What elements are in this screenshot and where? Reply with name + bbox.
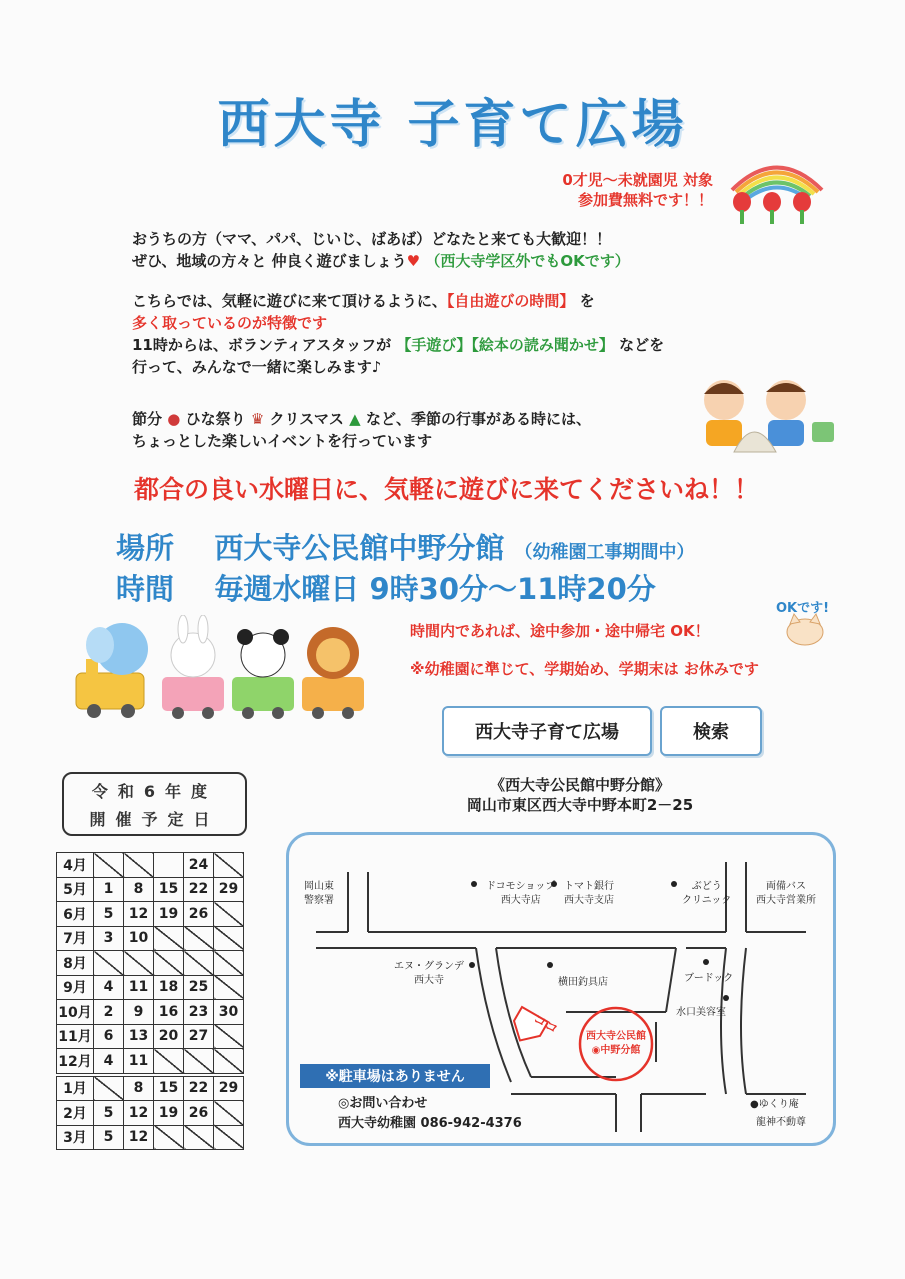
free-play-highlight: 【自由遊びの時間】 bbox=[446, 292, 575, 310]
schedule-row bbox=[57, 1075, 244, 1101]
schedule-row bbox=[57, 975, 244, 1000]
schedule-day: 3 bbox=[94, 926, 124, 951]
call-to-action bbox=[134, 470, 759, 506]
schedule-day: 30 bbox=[214, 1000, 244, 1025]
schedule-day: 25 bbox=[184, 975, 214, 1000]
contact-info bbox=[338, 1094, 522, 1134]
schedule-day: 5 bbox=[94, 1101, 124, 1126]
schedule-month: 6月 bbox=[57, 902, 94, 927]
schedule-day: 4 bbox=[94, 975, 124, 1000]
search-query-box: 西大寺子育て広場 bbox=[442, 706, 652, 756]
schedule-day: 10 bbox=[124, 926, 154, 951]
map-ryobi-bus: 両備バス 西大寺営業所 bbox=[756, 881, 816, 906]
schedule-cell-none bbox=[94, 853, 124, 878]
schedule-row bbox=[57, 951, 244, 976]
events-tail: など、季節の行事がある時には、 bbox=[365, 410, 591, 428]
event-setsubun: 節分 bbox=[132, 410, 163, 428]
schedule-day: 22 bbox=[184, 877, 214, 902]
schedule-day: 26 bbox=[184, 902, 214, 927]
schedule-day: 29 bbox=[214, 877, 244, 902]
schedule-month: 7月 bbox=[57, 926, 94, 951]
schedule-row bbox=[57, 1000, 244, 1025]
schedule-day: 5 bbox=[94, 1125, 124, 1150]
intro-line-1: おうちの方（ママ、パパ、じいじ、ばあば）どなたと来ても大歓迎！！ bbox=[132, 230, 612, 248]
schedule-cell-none bbox=[184, 951, 214, 976]
access-map bbox=[286, 832, 840, 1150]
schedule-cell-none bbox=[214, 975, 244, 1000]
animal-train-illustration bbox=[70, 615, 370, 720]
schedule-cell-none bbox=[124, 853, 154, 878]
activities-highlight: 【手遊び】【絵本の読み聞かせ】 bbox=[396, 336, 614, 354]
schedule-cell-none bbox=[184, 1049, 214, 1075]
schedule-row bbox=[57, 853, 244, 878]
schedule-month: 2月 bbox=[57, 1101, 94, 1126]
cta-highlight: 都合の良い水曜日 bbox=[134, 475, 335, 504]
schedule-month: 1月 bbox=[57, 1075, 94, 1101]
schedule-cell-none bbox=[214, 1024, 244, 1049]
schedule-cell-none bbox=[214, 1101, 244, 1126]
map-yukuri-an: ●ゆくり庵 bbox=[750, 1099, 799, 1110]
map-tomato-bank: トマト銀行 西大寺支店 bbox=[564, 881, 614, 906]
schedule-day: 23 bbox=[184, 1000, 214, 1025]
schedule-cell-none bbox=[214, 1049, 244, 1075]
map-docomo-shop: ドコモショップ 西大寺店 bbox=[486, 881, 556, 906]
schedule-day: 29 bbox=[214, 1075, 244, 1101]
schedule-day: 19 bbox=[154, 902, 184, 927]
schedule-cell-none bbox=[124, 951, 154, 976]
time-value: 毎週水曜日 9時30分～11時20分 bbox=[214, 572, 656, 606]
schedule-month: 10月 bbox=[57, 1000, 94, 1025]
cta-rest: に、気軽に遊びに来てくださいね！！ bbox=[334, 475, 760, 504]
map-venue: 西大寺公民館 ◉中野分館 bbox=[586, 1031, 646, 1056]
schedule-day: 16 bbox=[154, 1000, 184, 1025]
venue-address bbox=[440, 775, 720, 815]
schedule-day: 8 bbox=[124, 1075, 154, 1101]
target-age: 0才児～未就園児 対象 bbox=[562, 171, 713, 189]
holiday-note: ※幼稚園に準じて、学期始め、学期末は お休みです bbox=[410, 660, 759, 678]
about-paragraph bbox=[132, 290, 664, 378]
schedule-row bbox=[57, 902, 244, 927]
map-budock: ブードック bbox=[684, 973, 734, 984]
about-line-3-end: などを bbox=[619, 336, 665, 354]
schedule-day: 20 bbox=[154, 1024, 184, 1049]
schedule-day: 27 bbox=[184, 1024, 214, 1049]
intro-line-2: ぜひ、地域の方々と 仲良く遊びましょう bbox=[132, 252, 407, 270]
cat-icon bbox=[780, 612, 830, 646]
christmas-tree-icon: ▲ bbox=[349, 410, 361, 428]
place-time-block bbox=[116, 530, 695, 607]
schedule-day: 13 bbox=[124, 1024, 154, 1049]
schedule-cell-none bbox=[214, 853, 244, 878]
schedule-day: 1 bbox=[94, 877, 124, 902]
schedule-month: 3月 bbox=[57, 1125, 94, 1150]
schedule-table bbox=[56, 852, 244, 1150]
schedule-row bbox=[57, 877, 244, 902]
schedule-month: 5月 bbox=[57, 877, 94, 902]
schedule-month: 9月 bbox=[57, 975, 94, 1000]
schedule-day: 18 bbox=[154, 975, 184, 1000]
hina-doll-icon: ♛ bbox=[250, 410, 265, 428]
schedule-month: 4月 bbox=[57, 853, 94, 878]
schedule-day: 8 bbox=[124, 877, 154, 902]
schedule-month: 8月 bbox=[57, 951, 94, 976]
schedule-day: 12 bbox=[124, 902, 154, 927]
schedule-cell-none bbox=[154, 1125, 184, 1150]
time-label: 時間 bbox=[116, 572, 175, 606]
venue-name: 《西大寺公民館中野分館》 bbox=[489, 776, 670, 794]
schedule-day: 9 bbox=[124, 1000, 154, 1025]
schedule-cell-none bbox=[184, 926, 214, 951]
map-ryujin-fudo: 龍神不動尊 bbox=[756, 1117, 806, 1128]
ok-badge: OKです! bbox=[776, 601, 830, 616]
heart-icon: ♥ bbox=[406, 252, 421, 270]
map-yokota-fishing: 横田釣具店 bbox=[558, 977, 608, 988]
schedule-cell-none bbox=[94, 951, 124, 976]
place-note: （幼稚園工事期間中） bbox=[514, 542, 695, 563]
about-line-3: 11時からは、ボランティアスタッフが bbox=[132, 336, 392, 354]
schedule-row bbox=[57, 1024, 244, 1049]
schedule-cell-none bbox=[214, 951, 244, 976]
schedule-row bbox=[57, 926, 244, 951]
schedule-month: 12月 bbox=[57, 1049, 94, 1075]
schedule-cell-none bbox=[214, 926, 244, 951]
fiscal-year: 令和6年度 bbox=[91, 782, 218, 801]
place-label: 場所 bbox=[116, 531, 175, 565]
oni-icon: ● bbox=[167, 410, 181, 428]
page-title: 西大寺 子育て広場 bbox=[217, 95, 688, 155]
contact-label: ◎お問い合わせ bbox=[338, 1096, 428, 1111]
events-line-2: ちょっとした楽しいイベントを行っています bbox=[132, 432, 433, 450]
schedule-cell-none bbox=[154, 1049, 184, 1075]
schedule-day: 11 bbox=[124, 1049, 154, 1075]
schedule-caption: 開催予定日 bbox=[89, 810, 220, 829]
event-hinamatsuri: ひな祭り bbox=[185, 410, 246, 428]
schedule-cell-none bbox=[154, 951, 184, 976]
map-grande: エヌ・グランデ 西大寺 bbox=[394, 961, 464, 986]
schedule-day: 12 bbox=[124, 1101, 154, 1126]
schedule-row bbox=[57, 1125, 244, 1150]
map-budou-clinic: ぶどう クリニック bbox=[682, 881, 732, 906]
about-line-2: 多く取っているのが特徴です bbox=[132, 314, 328, 332]
about-line-4: 行って、みんなで一緒に楽しみます♪ bbox=[132, 358, 382, 376]
about-line-1-end: を bbox=[579, 292, 595, 310]
free-fee: 参加費無料です！！ bbox=[577, 191, 713, 209]
schedule-month: 11月 bbox=[57, 1024, 94, 1049]
map-police-station: 岡山東 警察署 bbox=[304, 881, 334, 906]
schedule-day: 19 bbox=[154, 1101, 184, 1126]
schedule-day: 4 bbox=[94, 1049, 124, 1075]
schedule-day: 2 bbox=[94, 1000, 124, 1025]
join-anytime-note: 時間内であれば、途中参加・途中帰宅 OK！ bbox=[410, 622, 710, 640]
schedule-cell-none bbox=[154, 926, 184, 951]
about-line-1: こちらでは、気軽に遊びに来て頂けるように、 bbox=[132, 292, 447, 310]
schedule-day: 15 bbox=[154, 877, 184, 902]
rainbow-tulips-illustration bbox=[722, 150, 832, 230]
schedule-day: 26 bbox=[184, 1101, 214, 1126]
place-value: 西大寺公民館中野分館 bbox=[214, 531, 505, 565]
schedule-day: 6 bbox=[94, 1024, 124, 1049]
schedule-day: 12 bbox=[124, 1125, 154, 1150]
schedule-cell-none bbox=[214, 1125, 244, 1150]
schedule-cell-none bbox=[184, 1125, 214, 1150]
target-info bbox=[562, 170, 713, 210]
events-paragraph bbox=[132, 408, 591, 452]
schedule-day: 11 bbox=[124, 975, 154, 1000]
schedule-day bbox=[154, 853, 184, 878]
map-here-marker: ココ bbox=[530, 1011, 561, 1038]
search-button: 検索 bbox=[660, 706, 762, 756]
schedule-cell-none bbox=[94, 1075, 124, 1101]
outside-district-ok: （西大寺学区外でもOKです） bbox=[425, 252, 630, 270]
schedule-cell-none bbox=[214, 902, 244, 927]
contact-phone: 西大寺幼稚園 086-942-4376 bbox=[338, 1116, 522, 1131]
schedule-header bbox=[62, 772, 247, 836]
schedule-day: 5 bbox=[94, 902, 124, 927]
schedule-row bbox=[57, 1101, 244, 1126]
schedule-day: 15 bbox=[154, 1075, 184, 1101]
schedule-row bbox=[57, 1049, 244, 1075]
event-christmas: クリスマス bbox=[269, 410, 344, 428]
kids-playing-illustration bbox=[676, 372, 841, 460]
map-mizuguchi-salon: 水口美容室 bbox=[676, 1007, 726, 1018]
schedule-day: 24 bbox=[184, 853, 214, 878]
intro-paragraph bbox=[132, 228, 630, 272]
schedule-day: 22 bbox=[184, 1075, 214, 1101]
venue-street: 岡山市東区西大寺中野本町2－25 bbox=[466, 796, 694, 814]
no-parking-notice: ※駐車場はありません bbox=[300, 1064, 490, 1088]
